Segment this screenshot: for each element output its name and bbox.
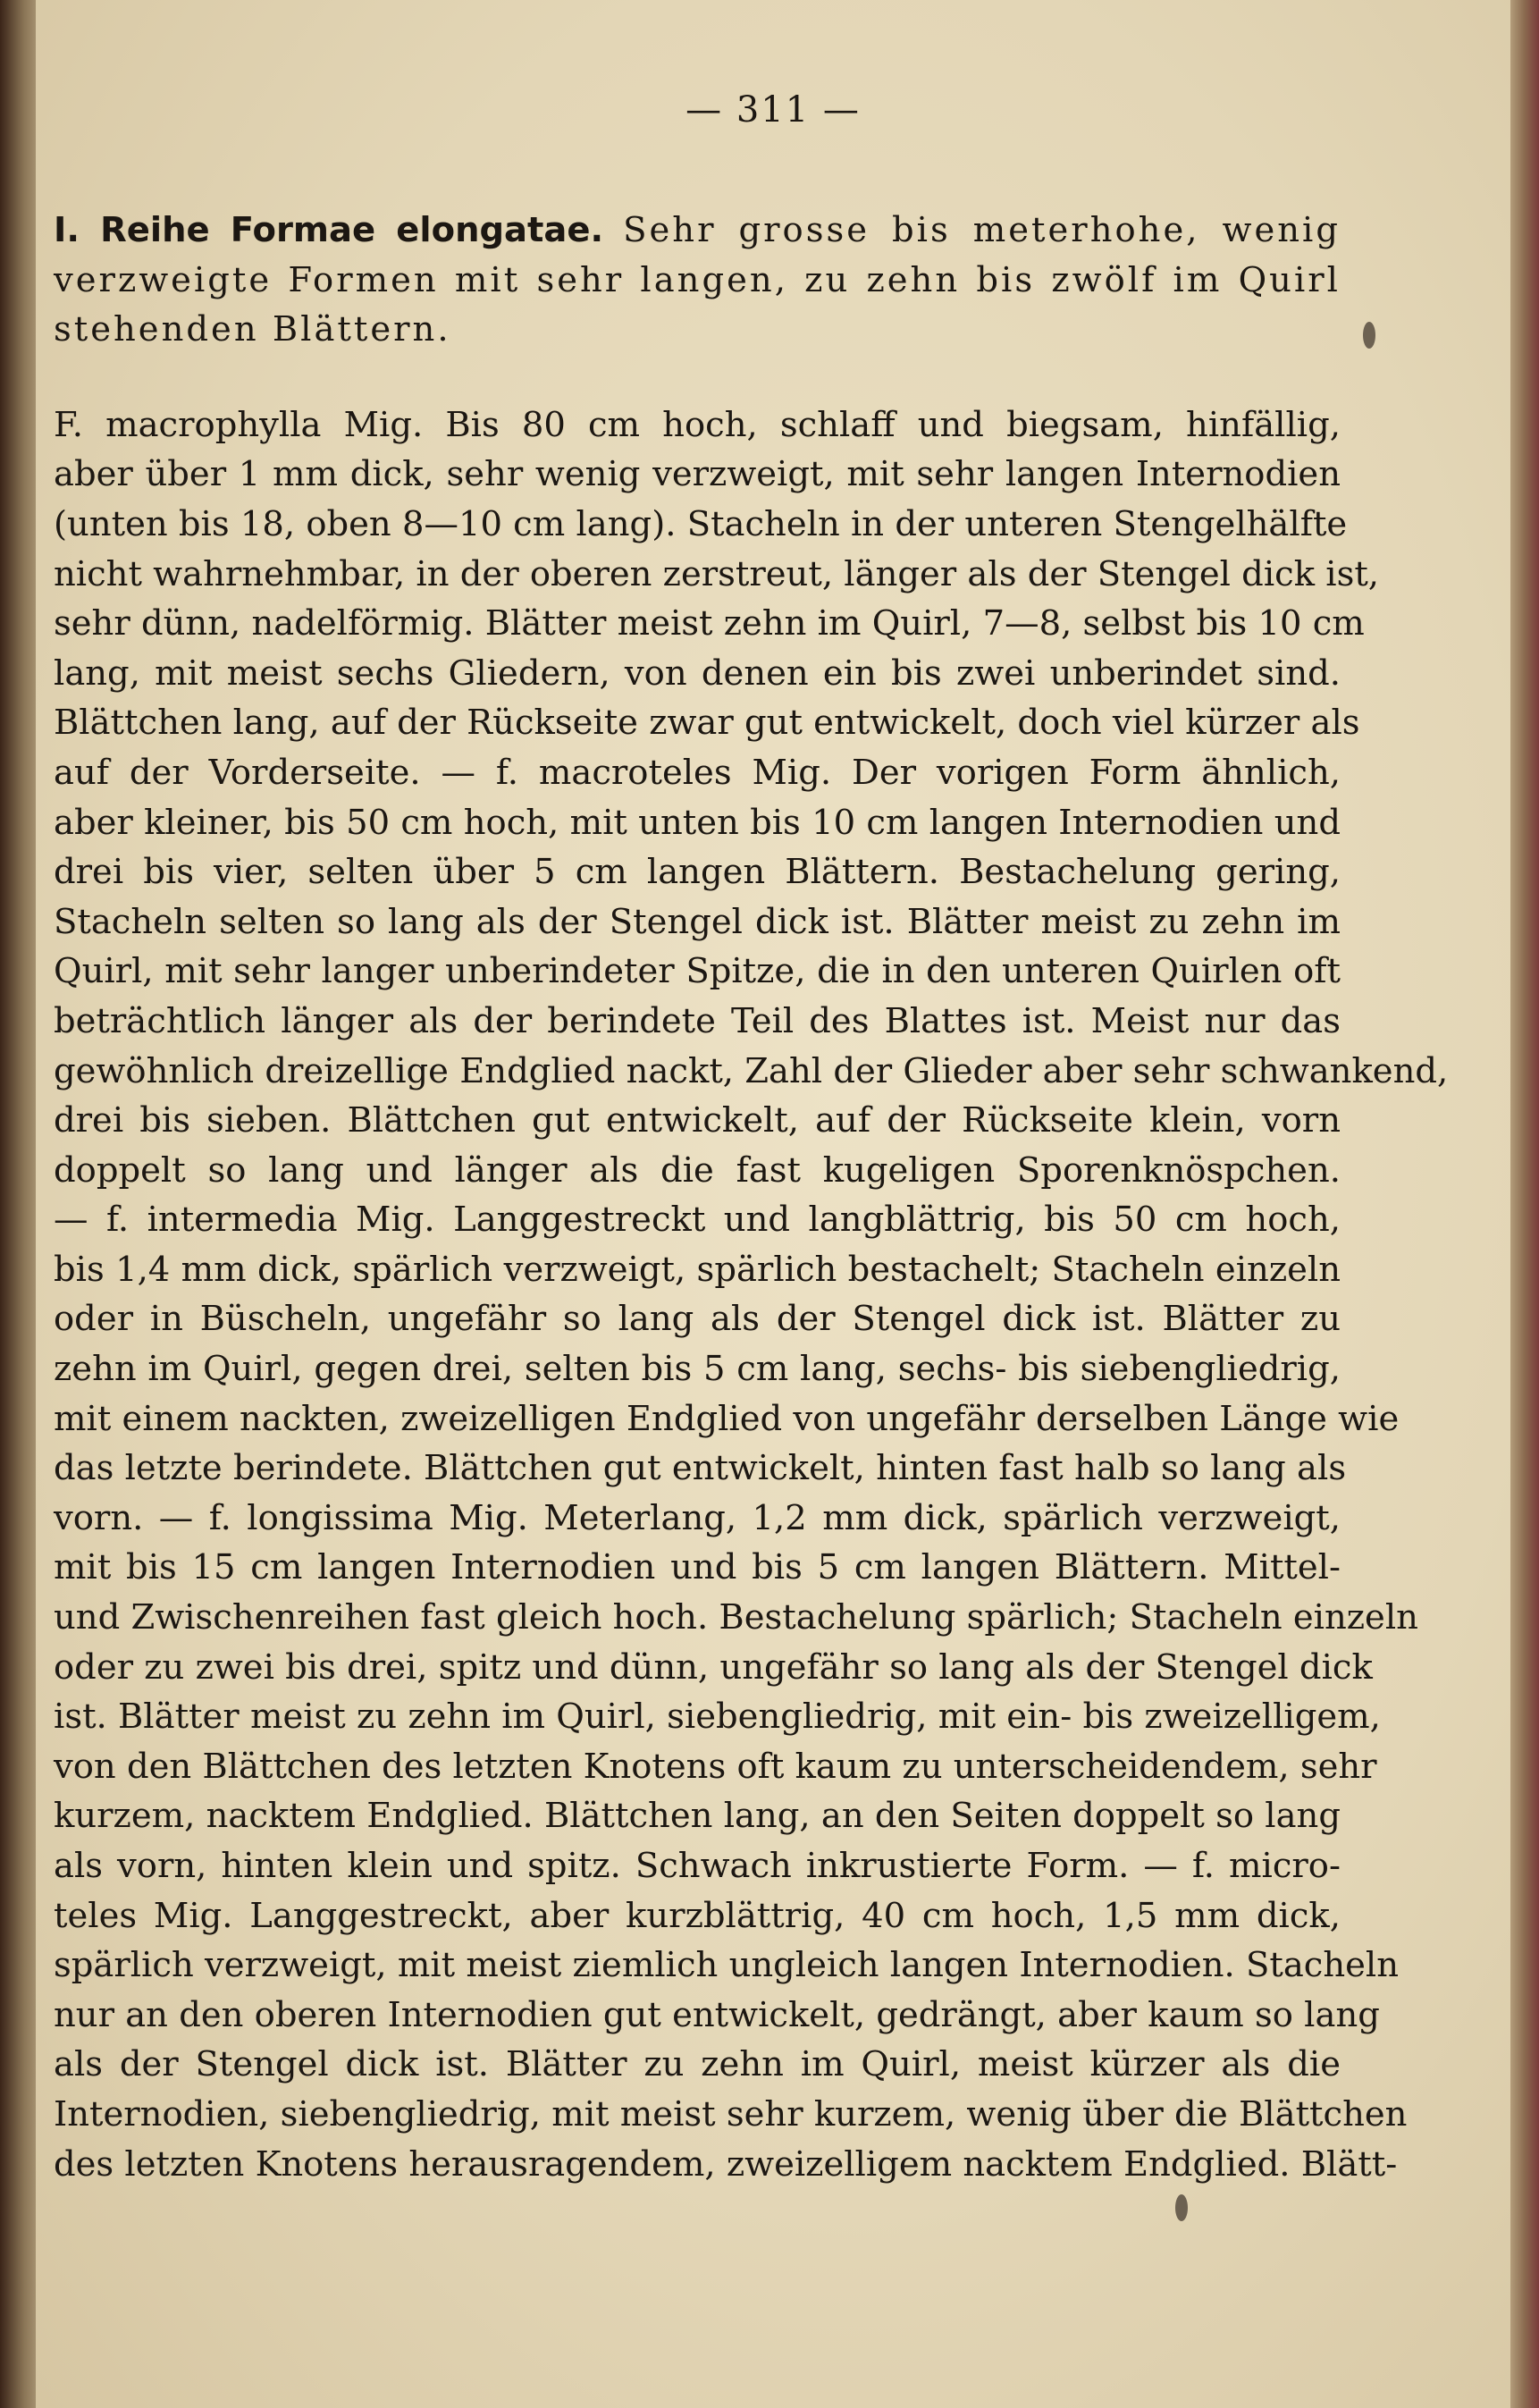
page-number: — 311 —: [685, 89, 861, 131]
text-line: sehr dünn, nadelförmig. Blätter meist zehn im Quirl, 7—8, selbst bis 10 cm: [54, 603, 1365, 644]
text-line: von den Blättchen des letzten Knotens oft kaum zu unterscheidendem, sehr: [54, 1746, 1377, 1787]
text-line: als der Stengel dick ist. Blätter zu zehn im Quirl, meist kürzer als die: [54, 2044, 1341, 2085]
text-line: mit einem nackten, zweizelligen Endglied von ungefähr derselben Länge wie: [54, 1398, 1400, 1439]
text-line: spärlich verzweigt, mit meist ziemlich ungleich langen Internodien. Stacheln: [54, 1945, 1400, 1986]
text-line: beträchtlich länger als der berindete Teil des Blattes ist. Meist nur das: [54, 1000, 1341, 1041]
page-text: [54, 206, 1449, 2189]
text-line: Internodien, siebengliedrig, mit meist sehr kurzem, wenig über die Blättchen: [54, 2093, 1408, 2134]
text-line: nicht wahrnehmbar, in der oberen zerstreut, länger als der Stengel dick ist,: [54, 553, 1380, 594]
text-line: Blättchen lang, auf der Rückseite zwar gut entwickelt, doch viel kürzer als: [54, 703, 1360, 744]
text-line: oder zu zwei bis drei, spitz und dünn, ungefähr so lang als der Stengel dick: [54, 1646, 1373, 1688]
text-line: Stacheln selten so lang als der Stengel dick ist. Blätter meist zu zehn im: [54, 901, 1341, 942]
text-line: doppelt so lang und länger als die fast kugeligen Sporenknöspchen.: [54, 1149, 1341, 1191]
text-line: als vorn, hinten klein und spitz. Schwach inkrustierte Form. — f. micro-: [54, 1846, 1341, 1886]
text-line: des letzten Knotens herausragendem, zweizelligem nacktem Endglied. Blätt-: [54, 2143, 1398, 2185]
text-line: Quirl, mit sehr langer unberindeter Spitze, die in den unteren Quirlen oft: [54, 951, 1341, 992]
ink-spot: [1363, 322, 1375, 349]
text-line: gewöhnlich dreizellige Endglied nackt, Zahl der Glieder aber sehr schwankend,: [54, 1050, 1449, 1091]
text-line: mit bis 15 cm langen Internodien und bis 5 cm langen Blättern. Mittel-: [54, 1547, 1341, 1588]
book-page: [36, 0, 1510, 2408]
body-paragraph: [54, 400, 1449, 2189]
text-line: aber kleiner, bis 50 cm hoch, mit unten bis 10 cm langen Internodien und: [54, 802, 1341, 843]
text-line: nur an den oberen Internodien gut entwickelt, gedrängt, aber kaum so lang: [54, 1994, 1380, 2035]
text-line: (unten bis 18, oben 8—10 cm lang). Stacheln in der unteren Stengelhälfte: [54, 503, 1348, 544]
text-line: oder in Büscheln, ungefähr so lang als der Stengel dick ist. Blätter zu: [54, 1299, 1341, 1340]
text-line: und Zwischenreihen fast gleich hoch. Bestachelung spärlich; Stacheln einzeln: [54, 1597, 1418, 1638]
text-line: F. macrophylla Mig. Bis 80 cm hoch, schlaff und biegsam, hinfällig,: [54, 404, 1341, 445]
text-line: — f. intermedia Mig. Langgestreckt und langblättrig, bis 50 cm hoch,: [54, 1200, 1341, 1241]
text-line: drei bis sieben. Blättchen gut entwickelt, auf der Rückseite klein, vorn: [54, 1100, 1341, 1141]
text-line: zehn im Quirl, gegen drei, selten bis 5 cm lang, sechs- bis siebengliedrig,: [54, 1349, 1341, 1390]
section-heading: I. Reihe Formae elongatae.: [54, 210, 604, 250]
text-line: kurzem, nacktem Endglied. Blättchen lang, an den Seiten doppelt so lang: [54, 1796, 1341, 1837]
text-line: stehenden Blättern.: [54, 309, 451, 350]
text-line: ist. Blätter meist zu zehn im Quirl, siebengliedrig, mit ein- bis zweizelligem,: [54, 1697, 1381, 1738]
text-line: aber über 1 mm dick, sehr wenig verzweigt, mit sehr langen Internodien: [54, 454, 1341, 495]
text-line: verzweigte Formen mit sehr langen, zu zehn bis zwölf im Quirl: [54, 259, 1341, 300]
text-line: I. Reihe Formae elongatae. Sehr grosse bis meterhohe, wenig: [54, 210, 1341, 250]
text-line: lang, mit meist sechs Gliedern, von denen ein bis zwei unberindet sind.: [54, 653, 1341, 694]
text-line: bis 1,4 mm dick, spärlich verzweigt, spärlich bestachelt; Stacheln einzeln: [54, 1249, 1341, 1290]
text-line: das letzte berindete. Blättchen gut entwickelt, hinten fast halb so lang als: [54, 1448, 1347, 1489]
ink-spot: [1175, 2194, 1188, 2221]
text-line: teles Mig. Langgestreckt, aber kurzblättrig, 40 cm hoch, 1,5 mm dick,: [54, 1895, 1341, 1936]
text-line: auf der Vorderseite. — f. macroteles Mig. Der vorigen Form ähnlich,: [54, 752, 1341, 793]
text-line: vorn. — f. longissima Mig. Meterlang, 1,2 mm dick, spärlich verzweigt,: [54, 1497, 1341, 1538]
text-line: drei bis vier, selten über 5 cm langen Blättern. Bestachelung gering,: [54, 852, 1341, 893]
